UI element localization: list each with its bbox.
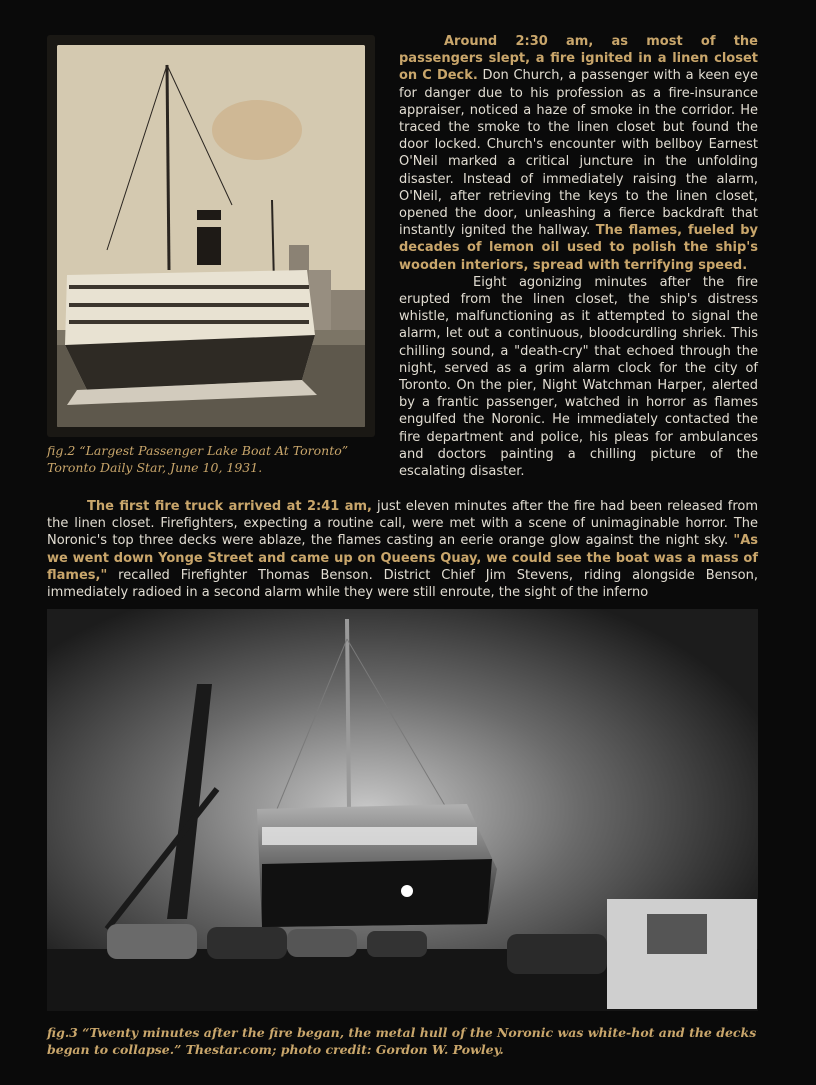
figure-3-caption	[47, 1024, 759, 1058]
figure-3-caption-source: Thestar.com; photo credit: Gordon W. Powley.	[185, 1042, 504, 1057]
highlight-first-truck: The first fire truck arrived at 2:41 am,	[87, 499, 372, 514]
figure-3-photo	[47, 609, 758, 1011]
paragraph-first-truck	[47, 498, 758, 601]
quote-benson: "As we went down Yonge Street and came up on Queens Quay, we could see the boat was a mass of flames,"	[47, 533, 758, 583]
ship-fire-illustration	[47, 609, 758, 1011]
figure-2-caption-source: Toronto Daily Star, June 10, 1931.	[47, 460, 263, 475]
steamship-illustration	[57, 45, 365, 427]
paragraph-distress-whistle: Eight agonizing minutes after the fire erupted from the linen closet, the ship's distress whistle, malfunctioning as it attempted to signal the alarm, let out a continuous, bloodcurdling shriek. This chilling sound, a "death-cry" that echoed through the night, served as a grim alarm clock for the city of Toronto. On the pier, Night Watchman Harper, alerted by a frantic passenger, watched in horror as flames engulfed the Noronic. He immediately contacted the fire department and police, his pleas for ambulances and doctors painting a chilling picture of the escalating disaster.	[399, 274, 758, 480]
paragraph-body: just eleven minutes after the fire had been released from the linen closet. Firefighters, expecting a routine call, were met with a scene of unimaginable horror. The Noronic's top three decks were ablaze, the flames casting an eerie orange glow against the night sky.	[47, 499, 758, 549]
figure-2-photo	[47, 35, 375, 437]
figure-3-caption-main: fig.3 “Twenty minutes after the fire began, the metal hull of the Noronic was white-hot and the decks began to collapse.”	[47, 1025, 757, 1057]
full-width-text	[47, 498, 758, 601]
figure-2-caption	[47, 442, 377, 476]
highlight-fire-ignites: Around 2:30 am, as most of the passengers slept, a fire ignited in a linen closet on C Deck.	[399, 34, 758, 84]
paragraph-body: recalled Firefighter Thomas Benson. District Chief Jim Stevens, riding alongside Benson, immediately radioed in a second alarm while they were still enroute, the sight of the inferno	[47, 567, 758, 601]
highlight-lemon-oil: The flames, fueled by decades of lemon oil used to polish the ship's wooden interiors, spread with terrifying speed.	[399, 223, 758, 273]
paragraph-body: Don Church, a passenger with a keen eye for danger due to his profession as a fire-insurance appraiser, noticed a haze of smoke in the corridor. He traced the smoke to the linen closet but found the door locked. Church's encounter with bellboy Earnest O'Neil marked a critical juncture in the unfolding disaster. Instead of immediately raising the alarm, O'Neil, after retrieving the keys to the linen closet, opened the door, unleashing a fierce backdraft that instantly ignited the hallway.	[399, 68, 758, 239]
figure-2-caption-title: fig.2 “Largest Passenger Lake Boat At Toronto”	[47, 443, 349, 458]
paragraph-fire-ignites	[399, 33, 758, 274]
right-column-text	[399, 33, 758, 480]
